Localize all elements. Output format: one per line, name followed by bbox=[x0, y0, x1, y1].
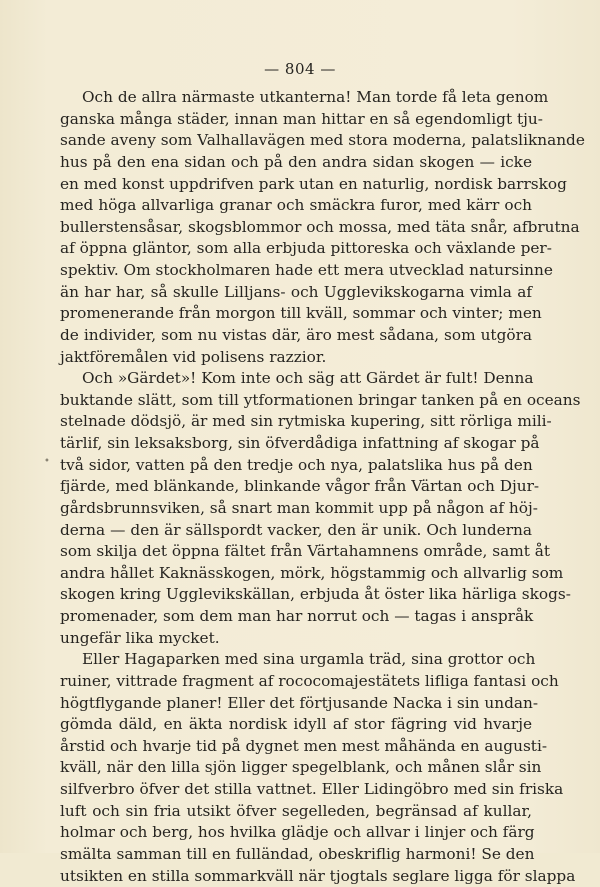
text-line: hus på den ena sidan och på den andra sidan skogen — icke bbox=[60, 152, 532, 174]
text-line: luft och sin fria utsikt öfver segelleden, begränsad af kullar, bbox=[60, 801, 532, 823]
text-line: sande aveny som Valhallavägen med stora moderna, palatsliknande bbox=[60, 130, 532, 152]
text-line: smälta samman till en fulländad, obeskriflig harmoni! Se den bbox=[60, 844, 532, 866]
text-line: af öppna gläntor, som alla erbjuda pittoreska och växlande per- bbox=[60, 238, 532, 260]
text-line: Eller Hagaparken med sina urgamla träd, sina grottor och bbox=[60, 649, 532, 671]
text-line: ruiner, vittrade fragment af rococomajestätets lifliga fantasi och bbox=[60, 671, 532, 693]
text-line: stelnade dödsjö, är med sin rytmiska kupering, sitt rörliga mili- bbox=[60, 411, 532, 433]
text-line: som skilja det öppna fältet från Värtahamnens område, samt åt bbox=[60, 541, 532, 563]
text-line: promenerande från morgon till kväll, sommar och vinter; men bbox=[60, 303, 532, 325]
text-line: högtflygande planer! Eller det förtjusande Nacka i sin undan- bbox=[60, 693, 532, 715]
body-text bbox=[60, 87, 532, 887]
text-line: utsikten en stilla sommarkväll när tjogtals seglare ligga för slappa bbox=[60, 866, 532, 887]
text-line: två sidor, vatten på den tredje och nya, palatslika hus på den bbox=[60, 455, 532, 477]
text-line: en med konst uppdrifven park utan en naturlig, nordisk barrskog bbox=[60, 174, 532, 196]
text-line: Och »Gärdet»! Kom inte och säg att Gärdet är fult! Denna bbox=[60, 368, 532, 390]
text-line: gömda däld, en äkta nordisk idyll af stor fägring vid hvarje bbox=[60, 714, 532, 736]
text-line: Och de allra närmaste utkanterna! Man torde få leta genom bbox=[60, 87, 532, 109]
text-line: tärlif, sin leksaksborg, sin öfverdådiga infattning af skogar på bbox=[60, 433, 532, 455]
margin-mark: • bbox=[44, 456, 50, 467]
text-line: årstid och hvarje tid på dygnet men mest måhända en augusti- bbox=[60, 736, 532, 758]
text-line: ungefär lika mycket. bbox=[60, 628, 532, 650]
text-line: spektiv. Om stockholmaren hade ett mera utvecklad natursinne bbox=[60, 260, 532, 282]
text-line: skogen kring Ugglevikskällan, erbjuda åt öster lika härliga skogs- bbox=[60, 584, 532, 606]
text-line: holmar och berg, hos hvilka glädje och allvar i linjer och färg bbox=[60, 822, 532, 844]
text-line: buktande slätt, som till ytformationen bringar tanken på en oceans bbox=[60, 390, 532, 412]
text-line: promenader, som dem man har norrut och — tagas i anspråk bbox=[60, 606, 532, 628]
text-line: än har har, så skulle Lilljans- och Ugglevikskogarna vimla af bbox=[60, 282, 532, 304]
text-line: de individer, som nu vistas där, äro mest sådana, som utgöra bbox=[60, 325, 532, 347]
text-line: fjärde, med blänkande, blinkande vågor från Värtan och Djur- bbox=[60, 476, 532, 498]
text-line: derna — den är sällspordt vacker, den är unik. Och lunderna bbox=[60, 520, 532, 542]
text-line: kväll, när den lilla sjön ligger spegelblank, och månen slår sin bbox=[60, 757, 532, 779]
text-line: andra hållet Kaknässkogen, mörk, högstammig och allvarlig som bbox=[60, 563, 532, 585]
text-line: bullerstensåsar, skogsblommor och mossa, med täta snår, afbrutna bbox=[60, 217, 532, 239]
text-line: ganska många städer, innan man hittar en så egendomligt tju- bbox=[60, 109, 532, 131]
text-line: gårdsbrunnsviken, så snart man kommit upp på någon af höj- bbox=[60, 498, 532, 520]
text-line: silfverbro öfver det stilla vattnet. Eller Lidingöbro med sin friska bbox=[60, 779, 532, 801]
page-number: — 804 — bbox=[0, 60, 600, 78]
text-line: jaktföremålen vid polisens razzior. bbox=[60, 347, 532, 369]
text-line: med höga allvarliga granar och smäckra furor, med kärr och bbox=[60, 195, 532, 217]
